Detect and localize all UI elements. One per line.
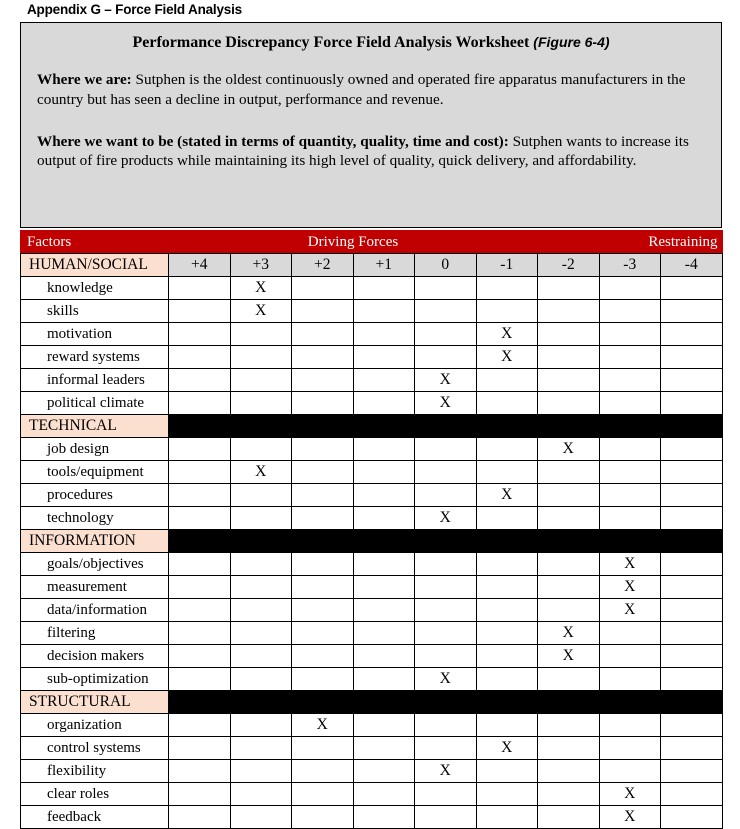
cell-data-information-minus2[interactable] (538, 599, 600, 622)
cell-clear-roles-minus2[interactable] (538, 783, 600, 806)
cell-job-design-plus2[interactable] (292, 438, 354, 461)
matrix-item-row (21, 438, 723, 461)
cell-reward-systems-minus1[interactable]: X (476, 346, 538, 369)
item-label-skills: skills (21, 300, 169, 323)
cell-reward-systems-plus4[interactable] (169, 346, 231, 369)
cell-technology-plus1[interactable] (353, 507, 415, 530)
cell-decision-makers-minus1[interactable] (476, 645, 538, 668)
cell-knowledge-minus2[interactable] (538, 277, 600, 300)
cell-tools-equipment-0[interactable] (415, 461, 477, 484)
cell-feedback-0[interactable] (415, 806, 477, 829)
matrix-item-row (21, 737, 723, 760)
cell-data-information-plus1[interactable] (353, 599, 415, 622)
cell-motivation-plus4[interactable] (169, 323, 231, 346)
cell-feedback-minus2[interactable] (538, 806, 600, 829)
matrix-band-header (21, 231, 723, 254)
cell-filtering-minus2[interactable]: X (538, 622, 600, 645)
cell-informal-leaders-plus2[interactable] (292, 369, 354, 392)
cell-informal-leaders-minus4[interactable] (661, 369, 723, 392)
cell-tools-equipment-minus1[interactable] (476, 461, 538, 484)
cell-technology-minus3[interactable] (599, 507, 661, 530)
cell-goals-objectives-plus2[interactable] (292, 553, 354, 576)
where-we-are-label: Where we are: (37, 71, 132, 89)
cell-sub-optimization-minus4[interactable] (661, 668, 723, 691)
matrix-item-row (21, 507, 723, 530)
cell-informal-leaders-minus2[interactable] (538, 369, 600, 392)
cell-flexibility-plus3[interactable] (230, 760, 292, 783)
cell-clear-roles-plus4[interactable] (169, 783, 231, 806)
cell-control-systems-plus2[interactable] (292, 737, 354, 760)
cell-decision-makers-minus2[interactable]: X (538, 645, 600, 668)
item-label-tools-equipment: tools/equipment (21, 461, 169, 484)
matrix-item-row (21, 346, 723, 369)
scale-header-plus2: +2 (292, 254, 354, 277)
cell-flexibility-0[interactable]: X (415, 760, 477, 783)
where-we-want-label: Where we want to be (stated in terms of quantity, quality, time and cost): (37, 132, 509, 150)
cell-goals-objectives-0[interactable] (415, 553, 477, 576)
where-we-want-block (37, 132, 705, 172)
item-label-organization: organization (21, 714, 169, 737)
cell-tools-equipment-plus4[interactable] (169, 461, 231, 484)
item-label-reward-systems: reward systems (21, 346, 169, 369)
section-label-information: INFORMATION (21, 530, 169, 553)
cell-procedures-plus4[interactable] (169, 484, 231, 507)
cell-filtering-plus3[interactable] (230, 622, 292, 645)
item-label-job-design: job design (21, 438, 169, 461)
section-black-bar-structural (169, 691, 723, 714)
cell-goals-objectives-minus3[interactable]: X (599, 553, 661, 576)
cell-measurement-0[interactable] (415, 576, 477, 599)
item-label-clear-roles: clear roles (21, 783, 169, 806)
cell-clear-roles-minus1[interactable] (476, 783, 538, 806)
cell-skills-plus3[interactable]: X (230, 300, 292, 323)
cell-control-systems-minus1[interactable]: X (476, 737, 538, 760)
cell-goals-objectives-plus4[interactable] (169, 553, 231, 576)
matrix-item-row (21, 783, 723, 806)
cell-control-systems-plus1[interactable] (353, 737, 415, 760)
cell-tools-equipment-plus3[interactable]: X (230, 461, 292, 484)
scale-header-minus2: -2 (538, 254, 600, 277)
scale-header-plus3: +3 (230, 254, 292, 277)
cell-skills-minus1[interactable] (476, 300, 538, 323)
cell-feedback-plus2[interactable] (292, 806, 354, 829)
matrix-item-row (21, 599, 723, 622)
band-label-factors: Factors (21, 231, 169, 254)
item-label-procedures: procedures (21, 484, 169, 507)
cell-informal-leaders-0[interactable]: X (415, 369, 477, 392)
cell-tools-equipment-plus2[interactable] (292, 461, 354, 484)
band-label-restraining: Restraining (538, 231, 723, 254)
item-label-flexibility: flexibility (21, 760, 169, 783)
cell-informal-leaders-plus1[interactable] (353, 369, 415, 392)
cell-feedback-plus3[interactable] (230, 806, 292, 829)
cell-filtering-0[interactable] (415, 622, 477, 645)
cell-skills-0[interactable] (415, 300, 477, 323)
cell-organization-minus2[interactable] (538, 714, 600, 737)
cell-filtering-plus1[interactable] (353, 622, 415, 645)
cell-technology-minus1[interactable] (476, 507, 538, 530)
cell-motivation-minus2[interactable] (538, 323, 600, 346)
item-label-decision-makers: decision makers (21, 645, 169, 668)
cell-clear-roles-plus3[interactable] (230, 783, 292, 806)
section-label-structural: STRUCTURAL (21, 691, 169, 714)
cell-skills-plus4[interactable] (169, 300, 231, 323)
cell-organization-plus1[interactable] (353, 714, 415, 737)
worksheet-figure-reference: (Figure 6-4) (533, 34, 610, 50)
cell-data-information-plus2[interactable] (292, 599, 354, 622)
cell-decision-makers-minus3[interactable] (599, 645, 661, 668)
cell-informal-leaders-minus1[interactable] (476, 369, 538, 392)
matrix-item-row (21, 576, 723, 599)
worksheet-title (37, 33, 705, 52)
item-label-goals-objectives: goals/objectives (21, 553, 169, 576)
cell-reward-systems-plus1[interactable] (353, 346, 415, 369)
cell-goals-objectives-minus4[interactable] (661, 553, 723, 576)
matrix-section-row (21, 530, 723, 553)
cell-decision-makers-0[interactable] (415, 645, 477, 668)
cell-feedback-minus1[interactable] (476, 806, 538, 829)
cell-procedures-minus2[interactable] (538, 484, 600, 507)
item-label-motivation: motivation (21, 323, 169, 346)
matrix-item-row (21, 323, 723, 346)
cell-knowledge-plus1[interactable] (353, 277, 415, 300)
cell-political-climate-plus3[interactable] (230, 392, 292, 415)
cell-tools-equipment-minus2[interactable] (538, 461, 600, 484)
cell-sub-optimization-minus2[interactable] (538, 668, 600, 691)
matrix-item-row (21, 668, 723, 691)
cell-motivation-plus3[interactable] (230, 323, 292, 346)
cell-political-climate-plus1[interactable] (353, 392, 415, 415)
cell-political-climate-0[interactable]: X (415, 392, 477, 415)
cell-sub-optimization-plus4[interactable] (169, 668, 231, 691)
cell-skills-minus3[interactable] (599, 300, 661, 323)
cell-flexibility-plus1[interactable] (353, 760, 415, 783)
worksheet-title-main: Performance Discrepancy Force Field Analysis Worksheet (132, 34, 530, 51)
cell-procedures-plus1[interactable] (353, 484, 415, 507)
cell-organization-minus3[interactable] (599, 714, 661, 737)
cell-sub-optimization-minus3[interactable] (599, 668, 661, 691)
cell-reward-systems-minus4[interactable] (661, 346, 723, 369)
cell-technology-plus4[interactable] (169, 507, 231, 530)
matrix-item-row (21, 484, 723, 507)
cell-job-design-plus3[interactable] (230, 438, 292, 461)
matrix-item-row (21, 714, 723, 737)
cell-motivation-0[interactable] (415, 323, 477, 346)
cell-decision-makers-plus3[interactable] (230, 645, 292, 668)
scale-header-minus3: -3 (599, 254, 661, 277)
cell-reward-systems-minus3[interactable] (599, 346, 661, 369)
cell-flexibility-minus1[interactable] (476, 760, 538, 783)
band-label-driving-forces: Driving Forces (169, 231, 538, 254)
cell-flexibility-minus4[interactable] (661, 760, 723, 783)
cell-procedures-plus3[interactable] (230, 484, 292, 507)
cell-measurement-minus1[interactable] (476, 576, 538, 599)
where-we-are-text: Sutphen is the oldest continuously owned and operated fire apparatus manufacturers in the country but has seen a decline in output, performance and revenue. (37, 71, 686, 108)
cell-job-design-plus1[interactable] (353, 438, 415, 461)
cell-decision-makers-plus2[interactable] (292, 645, 354, 668)
cell-filtering-minus4[interactable] (661, 622, 723, 645)
cell-knowledge-minus3[interactable] (599, 277, 661, 300)
matrix-section-row (21, 415, 723, 438)
matrix-item-row (21, 645, 723, 668)
section-black-bar-technical (169, 415, 723, 438)
matrix-section-row (21, 691, 723, 714)
cell-job-design-0[interactable] (415, 438, 477, 461)
cell-knowledge-minus4[interactable] (661, 277, 723, 300)
cell-measurement-minus3[interactable]: X (599, 576, 661, 599)
cell-filtering-plus4[interactable] (169, 622, 231, 645)
cell-flexibility-plus2[interactable] (292, 760, 354, 783)
cell-control-systems-minus3[interactable] (599, 737, 661, 760)
cell-motivation-minus1[interactable]: X (476, 323, 538, 346)
cell-political-climate-minus3[interactable] (599, 392, 661, 415)
cell-data-information-minus4[interactable] (661, 599, 723, 622)
matrix-item-row (21, 277, 723, 300)
matrix-item-row (21, 461, 723, 484)
cell-data-information-minus1[interactable] (476, 599, 538, 622)
cell-goals-objectives-plus1[interactable] (353, 553, 415, 576)
matrix-item-row (21, 392, 723, 415)
cell-technology-plus3[interactable] (230, 507, 292, 530)
cell-motivation-plus2[interactable] (292, 323, 354, 346)
cell-clear-roles-minus3[interactable]: X (599, 783, 661, 806)
cell-data-information-0[interactable] (415, 599, 477, 622)
matrix-item-row (21, 553, 723, 576)
cell-organization-plus3[interactable] (230, 714, 292, 737)
cell-skills-minus2[interactable] (538, 300, 600, 323)
item-label-feedback: feedback (21, 806, 169, 829)
cell-knowledge-minus1[interactable] (476, 277, 538, 300)
cell-job-design-plus4[interactable] (169, 438, 231, 461)
section-label-technical: TECHNICAL (21, 415, 169, 438)
cell-job-design-minus4[interactable] (661, 438, 723, 461)
cell-measurement-plus4[interactable] (169, 576, 231, 599)
cell-informal-leaders-plus4[interactable] (169, 369, 231, 392)
item-label-sub-optimization: sub-optimization (21, 668, 169, 691)
cell-organization-minus1[interactable] (476, 714, 538, 737)
cell-filtering-minus1[interactable] (476, 622, 538, 645)
cell-reward-systems-plus2[interactable] (292, 346, 354, 369)
cell-informal-leaders-minus3[interactable] (599, 369, 661, 392)
cell-skills-plus2[interactable] (292, 300, 354, 323)
item-label-technology: technology (21, 507, 169, 530)
item-label-filtering: filtering (21, 622, 169, 645)
cell-decision-makers-minus4[interactable] (661, 645, 723, 668)
cell-knowledge-plus3[interactable]: X (230, 277, 292, 300)
cell-skills-minus4[interactable] (661, 300, 723, 323)
cell-decision-makers-plus1[interactable] (353, 645, 415, 668)
scale-header-minus1: -1 (476, 254, 538, 277)
cell-reward-systems-plus3[interactable] (230, 346, 292, 369)
cell-knowledge-plus2[interactable] (292, 277, 354, 300)
item-label-data-information: data/information (21, 599, 169, 622)
cell-organization-plus2[interactable]: X (292, 714, 354, 737)
cell-procedures-minus1[interactable]: X (476, 484, 538, 507)
cell-feedback-minus4[interactable] (661, 806, 723, 829)
cell-control-systems-0[interactable] (415, 737, 477, 760)
cell-political-climate-plus4[interactable] (169, 392, 231, 415)
matrix-item-row (21, 760, 723, 783)
cell-skills-plus1[interactable] (353, 300, 415, 323)
cell-flexibility-minus2[interactable] (538, 760, 600, 783)
cell-goals-objectives-minus1[interactable] (476, 553, 538, 576)
where-we-are-block (37, 70, 705, 110)
cell-tools-equipment-minus3[interactable] (599, 461, 661, 484)
cell-job-design-minus3[interactable] (599, 438, 661, 461)
cell-political-climate-minus2[interactable] (538, 392, 600, 415)
cell-job-design-minus2[interactable]: X (538, 438, 600, 461)
item-label-measurement: measurement (21, 576, 169, 599)
cell-technology-minus2[interactable] (538, 507, 600, 530)
cell-knowledge-plus4[interactable] (169, 277, 231, 300)
cell-technology-0[interactable]: X (415, 507, 477, 530)
cell-data-information-plus3[interactable] (230, 599, 292, 622)
item-label-informal-leaders: informal leaders (21, 369, 169, 392)
cell-organization-0[interactable] (415, 714, 477, 737)
cell-feedback-minus3[interactable]: X (599, 806, 661, 829)
cell-procedures-minus3[interactable] (599, 484, 661, 507)
scale-header-plus4: +4 (169, 254, 231, 277)
cell-control-systems-plus4[interactable] (169, 737, 231, 760)
cell-goals-objectives-plus3[interactable] (230, 553, 292, 576)
cell-feedback-plus1[interactable] (353, 806, 415, 829)
cell-clear-roles-minus4[interactable] (661, 783, 723, 806)
cell-technology-minus4[interactable] (661, 507, 723, 530)
cell-tools-equipment-minus4[interactable] (661, 461, 723, 484)
force-field-matrix (20, 230, 723, 829)
cell-political-climate-minus1[interactable] (476, 392, 538, 415)
cell-technology-plus2[interactable] (292, 507, 354, 530)
cell-measurement-minus4[interactable] (661, 576, 723, 599)
cell-reward-systems-minus2[interactable] (538, 346, 600, 369)
item-label-knowledge: knowledge (21, 277, 169, 300)
narrative-panel (20, 22, 722, 228)
cell-sub-optimization-plus3[interactable] (230, 668, 292, 691)
cell-procedures-minus4[interactable] (661, 484, 723, 507)
cell-motivation-minus4[interactable] (661, 323, 723, 346)
matrix-item-row (21, 806, 723, 829)
cell-control-systems-minus2[interactable] (538, 737, 600, 760)
matrix-scale-row (21, 254, 723, 277)
scale-header-plus1: +1 (353, 254, 415, 277)
cell-informal-leaders-plus3[interactable] (230, 369, 292, 392)
cell-clear-roles-plus2[interactable] (292, 783, 354, 806)
cell-control-systems-minus4[interactable] (661, 737, 723, 760)
cell-procedures-plus2[interactable] (292, 484, 354, 507)
cell-measurement-minus2[interactable] (538, 576, 600, 599)
matrix-item-row (21, 622, 723, 645)
item-label-political-climate: political climate (21, 392, 169, 415)
cell-measurement-plus2[interactable] (292, 576, 354, 599)
cell-clear-roles-0[interactable] (415, 783, 477, 806)
section-label-human-social: HUMAN/SOCIAL (21, 254, 169, 277)
cell-sub-optimization-plus2[interactable] (292, 668, 354, 691)
cell-measurement-plus1[interactable] (353, 576, 415, 599)
cell-data-information-minus3[interactable]: X (599, 599, 661, 622)
cell-tools-equipment-plus1[interactable] (353, 461, 415, 484)
cell-data-information-plus4[interactable] (169, 599, 231, 622)
cell-feedback-plus4[interactable] (169, 806, 231, 829)
cell-decision-makers-plus4[interactable] (169, 645, 231, 668)
cell-job-design-minus1[interactable] (476, 438, 538, 461)
cell-clear-roles-plus1[interactable] (353, 783, 415, 806)
cell-measurement-plus3[interactable] (230, 576, 292, 599)
cell-political-climate-minus4[interactable] (661, 392, 723, 415)
cell-filtering-minus3[interactable] (599, 622, 661, 645)
cell-filtering-plus2[interactable] (292, 622, 354, 645)
item-label-control-systems: control systems (21, 737, 169, 760)
cell-procedures-0[interactable] (415, 484, 477, 507)
cell-flexibility-minus3[interactable] (599, 760, 661, 783)
matrix-item-row (21, 300, 723, 323)
appendix-heading: Appendix G – Force Field Analysis (27, 2, 242, 17)
cell-sub-optimization-minus1[interactable] (476, 668, 538, 691)
cell-political-climate-plus2[interactable] (292, 392, 354, 415)
cell-motivation-minus3[interactable] (599, 323, 661, 346)
section-black-bar-information (169, 530, 723, 553)
cell-goals-objectives-minus2[interactable] (538, 553, 600, 576)
cell-reward-systems-0[interactable] (415, 346, 477, 369)
scale-header-0: 0 (415, 254, 477, 277)
cell-sub-optimization-0[interactable]: X (415, 668, 477, 691)
cell-organization-minus4[interactable] (661, 714, 723, 737)
scale-header-minus4: -4 (661, 254, 723, 277)
cell-sub-optimization-plus1[interactable] (353, 668, 415, 691)
cell-control-systems-plus3[interactable] (230, 737, 292, 760)
cell-organization-plus4[interactable] (169, 714, 231, 737)
cell-motivation-plus1[interactable] (353, 323, 415, 346)
where-we-want-text: Sutphen wants to increase its output of fire products while maintaining its high level of quality, quick delivery, and affordability. (37, 132, 689, 170)
cell-knowledge-0[interactable] (415, 277, 477, 300)
cell-flexibility-plus4[interactable] (169, 760, 231, 783)
matrix-item-row (21, 369, 723, 392)
